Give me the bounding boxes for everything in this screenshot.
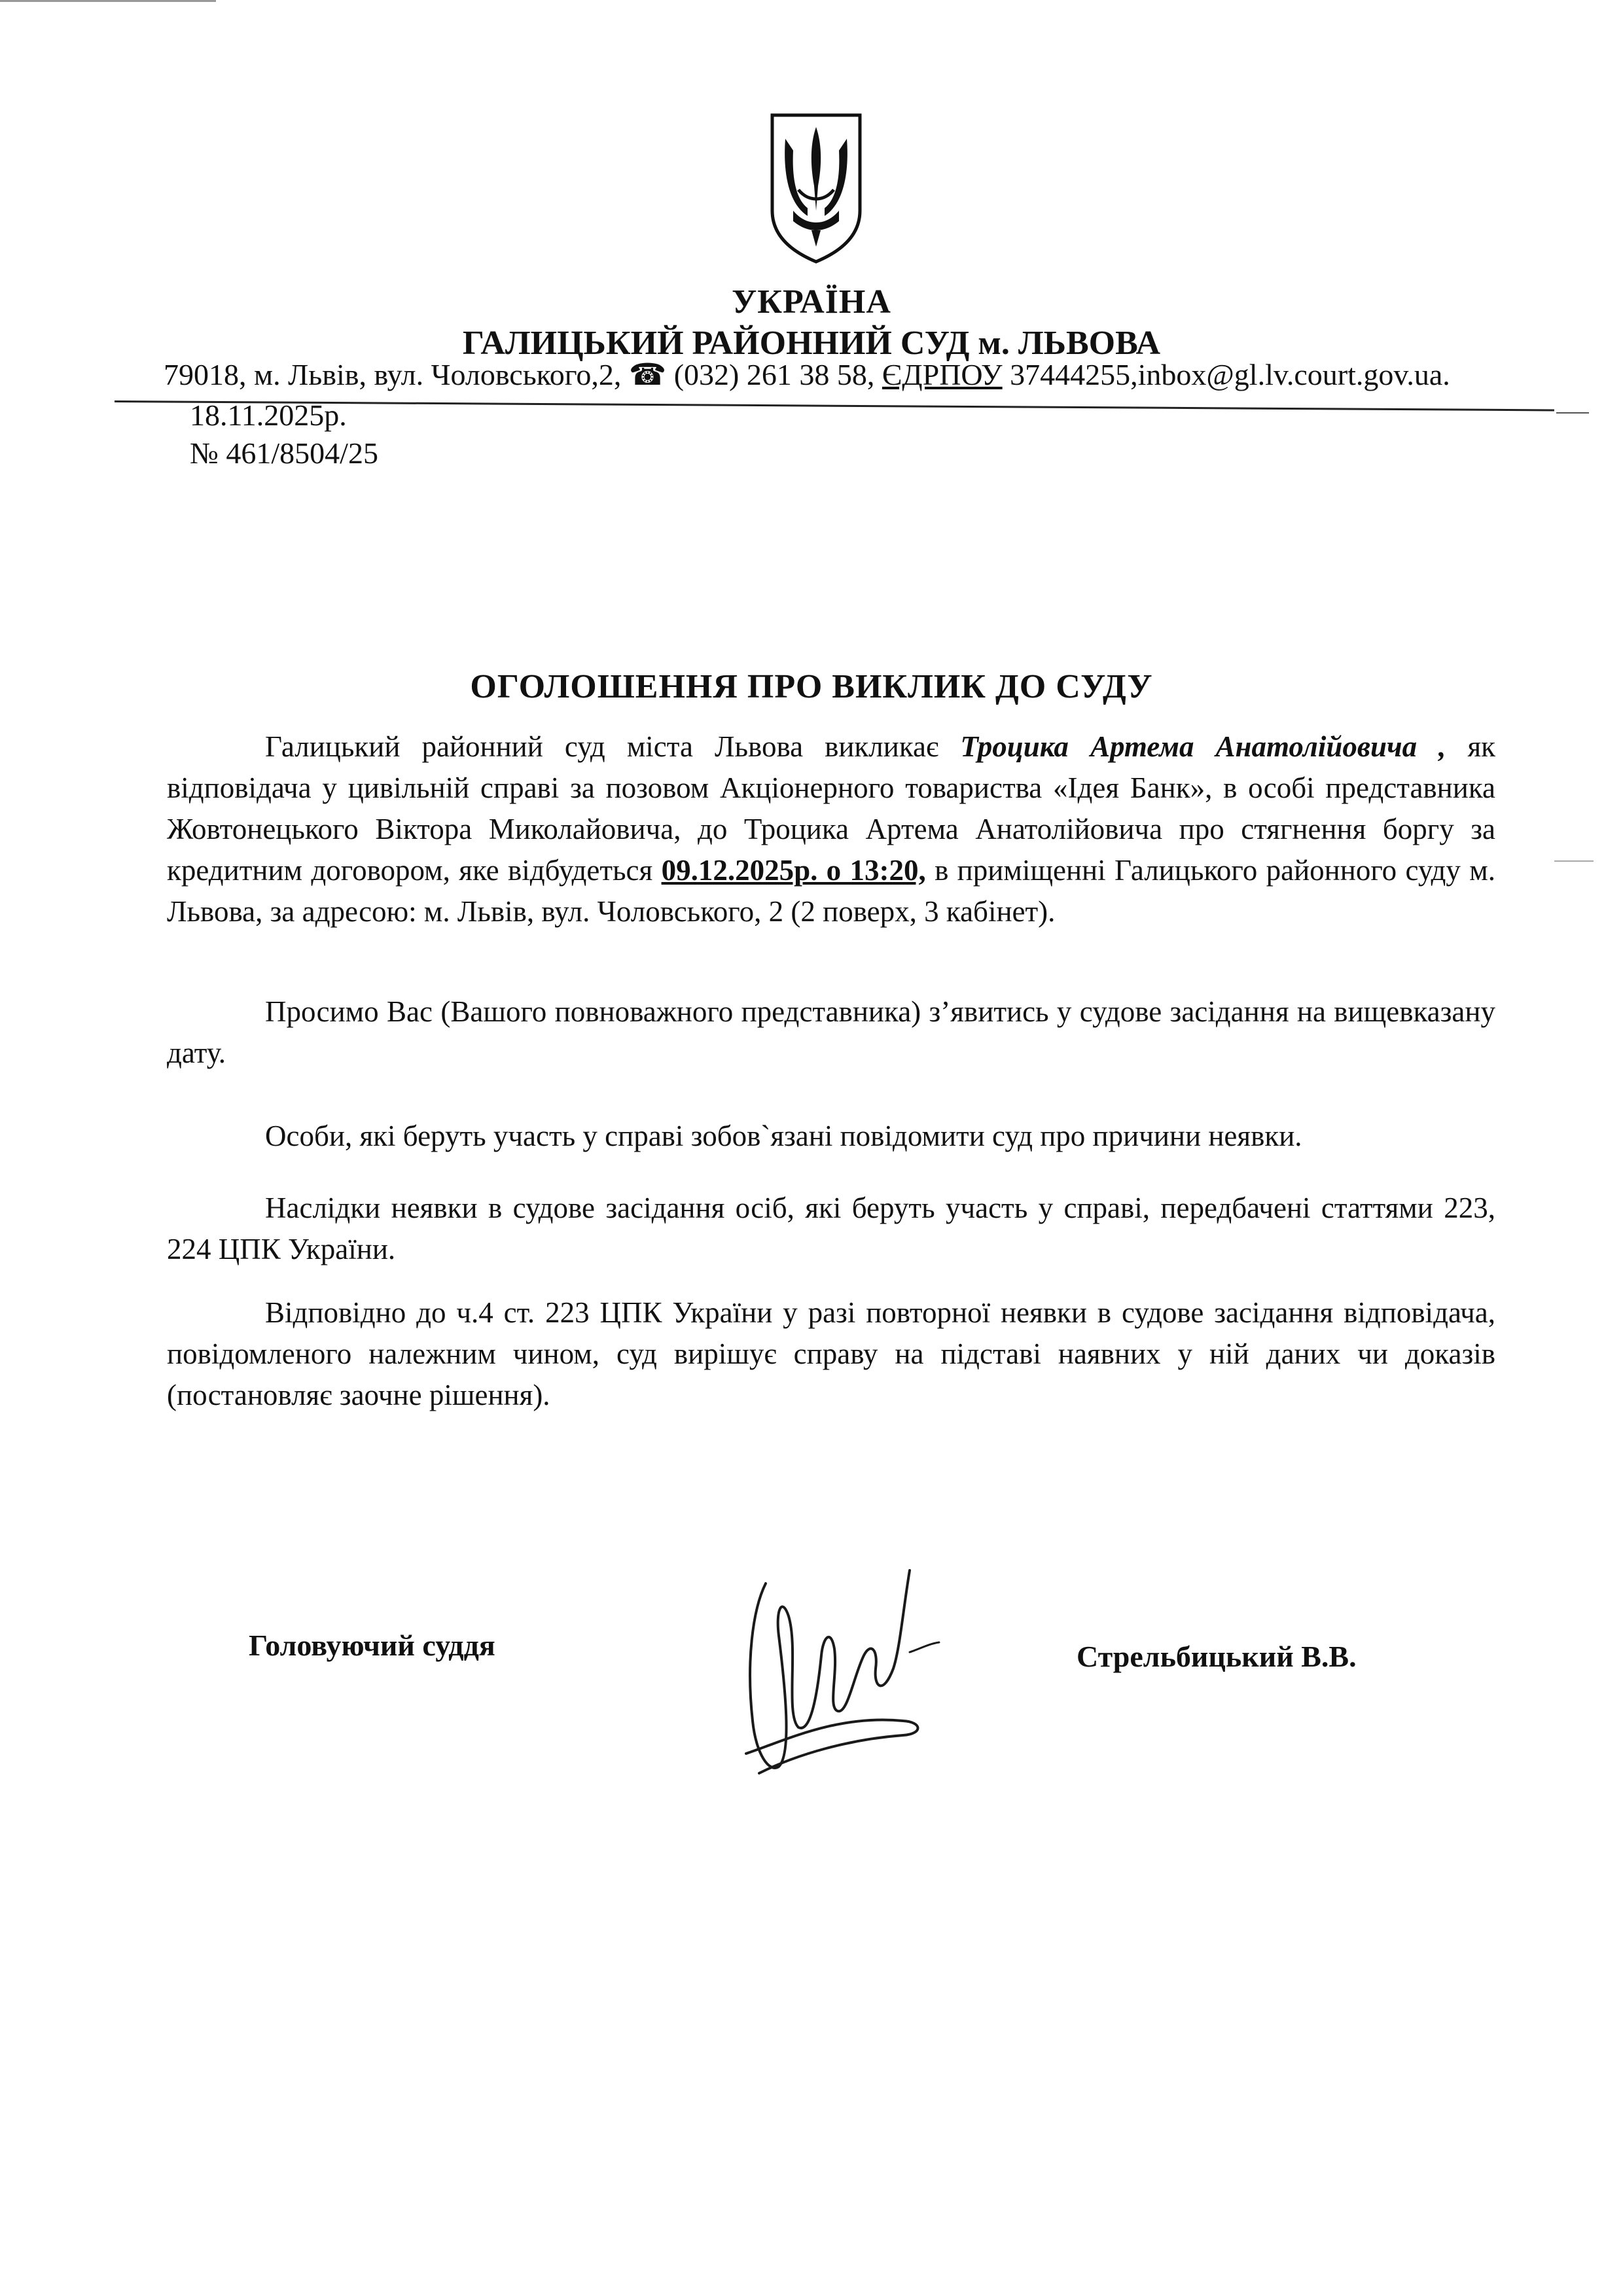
header-divider-tail bbox=[1556, 412, 1589, 414]
paragraph-consequences: Наслідки неявки в судове засідання осіб, які беруть участь у справі, передбачені статтями 223, 224 ЦПК України. bbox=[167, 1192, 1495, 1265]
case-number: № 461/8504/25 bbox=[190, 436, 378, 470]
address-text: 79018, м. Львів, вул. Чоловського,2, bbox=[164, 358, 622, 391]
document-title: ОГОЛОШЕННЯ ПРО ВИКЛИК ДО СУДУ bbox=[470, 668, 1153, 705]
phone-icon: ☎ bbox=[628, 358, 667, 391]
p1-middle: як відповідача у цивільній справі за позовом Акціонерного товариства «Ідея Банк», в особі представника Жовтонецького Віктора Миколайовича, до Троцика Артема Анатолійовича про стягнення боргу за кредитним договором, яке відбудеться bbox=[167, 730, 1496, 887]
p1-end: в приміщенні Галицького районного суду м. Львова, за адресою: м. Львів, вул. Чоловського, 2 (2 поверх, 3 кабінет). bbox=[167, 854, 1495, 928]
judge-name: Стрельбицький В.В. bbox=[1077, 1640, 1357, 1673]
p1-start: Галицький районний суд міста Львова викликає bbox=[265, 730, 961, 763]
paragraph-request: Просимо Вас (Вашого повноважного представника) з’явитись у судове засідання на вищевказану дату. bbox=[167, 995, 1495, 1069]
court-address-line bbox=[164, 357, 1571, 392]
edrpou-email: 37444255,inbox@gl.lv.court.gov.ua. bbox=[1010, 358, 1450, 391]
defendant-name: Троцика Артема Анатолійовича , bbox=[960, 730, 1446, 763]
scan-artifact-line bbox=[0, 0, 216, 2]
presiding-judge-title: Головуючий суддя bbox=[249, 1629, 495, 1662]
handwritten-signature-icon bbox=[707, 1557, 942, 1793]
court-name-heading: ГАЛИЦЬКИЙ РАЙОННИЙ СУД м. ЛЬВОВА bbox=[462, 325, 1161, 362]
paragraph-summons bbox=[167, 726, 1495, 932]
hearing-datetime: 09.12.2025р. о 13:20, bbox=[661, 854, 926, 887]
edrpou-label: ЄДРПОУ bbox=[882, 358, 1003, 391]
document-date: 18.11.2025р. bbox=[190, 398, 347, 432]
paragraph-legal-basis: Відповідно до ч.4 ст. 223 ЦПК України у разі повторної неявки в судове засідання відповідача, повідомленого належним чином, суд вирішує справу на підставі наявних у ній даних чи доказів (постановляє заочне рішення). bbox=[167, 1296, 1495, 1411]
phone-number: (032) 261 38 58, bbox=[673, 358, 875, 391]
country-heading: УКРАЇНА bbox=[732, 283, 891, 321]
scan-artifact-dash bbox=[1554, 860, 1594, 862]
trident-emblem-icon bbox=[767, 113, 865, 264]
paragraph-obligation: Особи, які беруть участь у справі зобов`язані повідомити суд про причини неявки. bbox=[265, 1120, 1302, 1152]
